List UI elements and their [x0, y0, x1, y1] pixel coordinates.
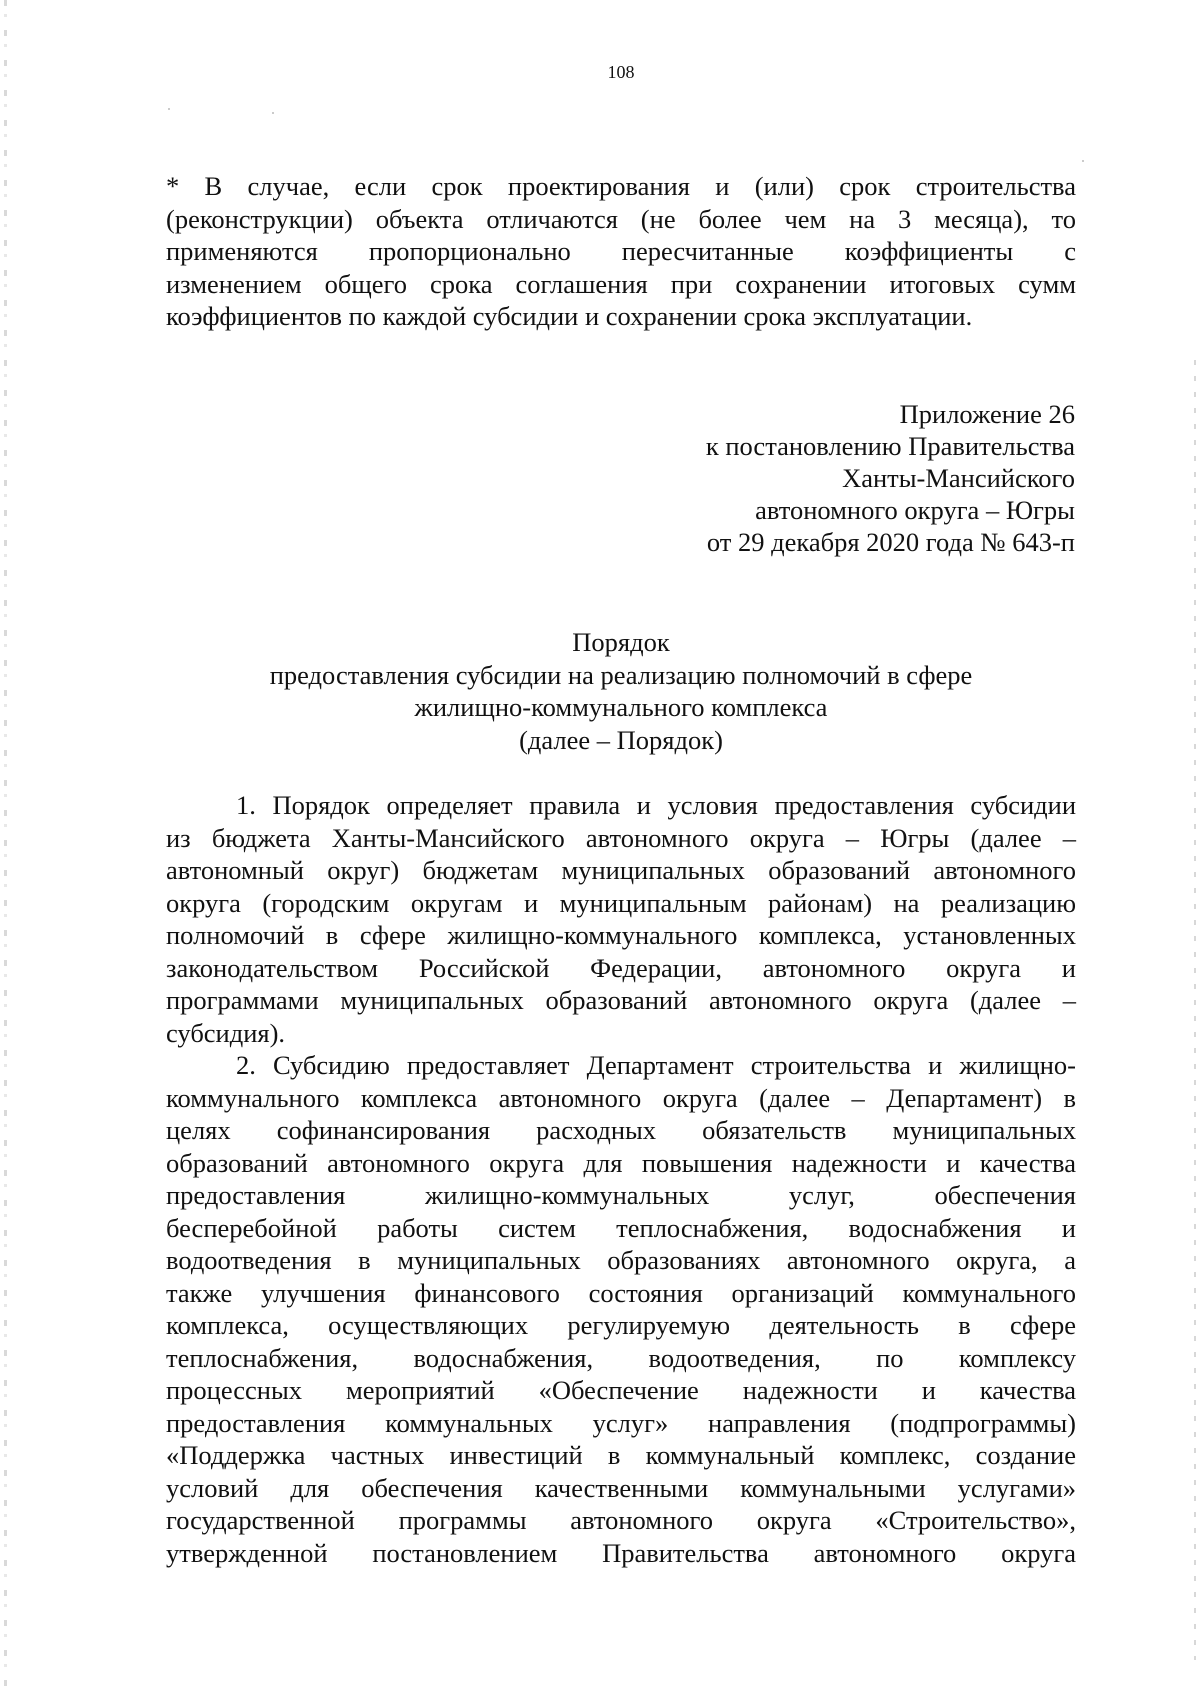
paragraph-line: комплекса, осуществляющих регулируемую деятельность в сфере — [166, 1310, 1076, 1340]
paragraph-line: предоставления жилищно-коммунальных услуг, обеспечения — [166, 1180, 1076, 1210]
footnote-line: коэффициентов по каждой субсидии и сохранении срока эксплуатации. — [166, 301, 973, 331]
paragraph-line: «Поддержка частных инвестиций в коммунальный комплекс, создание — [166, 1440, 1076, 1470]
footnote-line: * В случае, если срок проектирования и (или) срок строительства — [166, 171, 1076, 201]
paragraph-line: предоставления коммунальных услуг» направления (подпрограммы) — [166, 1407, 1076, 1438]
page-number: 108 — [607, 62, 635, 82]
footnote-line: изменением общего срока соглашения при сохранении итоговых сумм — [166, 268, 1076, 299]
paragraph-line: государственной программы автономного округа «Строительство», — [166, 1505, 1076, 1535]
scan-edge-right — [1194, 360, 1196, 1660]
paragraph-2 — [166, 1049, 1076, 1569]
paragraph-line: утвержденной постановлением Правительства автономного округа — [166, 1537, 1076, 1568]
title-line: (далее – Порядок) — [519, 724, 723, 755]
appendix-line: от 29 декабря 2020 года № 643-п — [706, 527, 1075, 557]
paragraph-line: из бюджета Ханты-Мансийского автономного округа – Югры (далее – — [166, 822, 1076, 853]
body-text — [166, 789, 1076, 1569]
paragraph-line: теплоснабжения, водоснабжения, водоотведения, по комплексу — [166, 1342, 1076, 1373]
paragraph-line: 1. Порядок определяет правила и условия предоставления субсидии — [236, 790, 1076, 820]
paragraph-line: водоотведения в муниципальных образованиях автономного округа, а — [166, 1245, 1076, 1275]
scan-speck — [168, 108, 170, 110]
scan-speck — [272, 112, 274, 114]
footnote-line: применяются пропорционально пересчитанные коэффициенты с — [166, 236, 1076, 266]
scan-speck — [1082, 160, 1084, 162]
paragraph-line: автономный округ) бюджетам муниципальных образований автономного — [166, 855, 1076, 885]
paragraph-1 — [166, 789, 1076, 1049]
paragraph-line: округа (городским округам и муниципальным районам) на реализацию — [166, 887, 1076, 918]
paragraph-line: 2. Субсидию предоставляет Департамент строительства и жилищно- — [236, 1050, 1076, 1080]
paragraph-line: субсидия). — [166, 1017, 286, 1048]
footnote — [166, 170, 1076, 333]
paragraph-line: образований автономного округа для повышения надежности и качества — [166, 1147, 1076, 1178]
paragraph-line: также улучшения финансового состояния организаций коммунального — [166, 1277, 1076, 1308]
appendix-line: Ханты-Мансийского — [842, 463, 1075, 493]
title-line: жилищно-коммунального комплекса — [414, 692, 828, 722]
appendix-line: автономного округа – Югры — [755, 495, 1075, 525]
paragraph-line: бесперебойной работы систем теплоснабжения, водоснабжения и — [166, 1212, 1076, 1243]
paragraph-line: условий для обеспечения качественными коммунальными услугами» — [166, 1472, 1076, 1503]
footnote-line: (реконструкции) объекта отличаются (не более чем на 3 месяца), то — [166, 203, 1076, 234]
paragraph-line: процессных мероприятий «Обеспечение надежности и качества — [166, 1375, 1076, 1405]
title-line: Порядок — [572, 627, 670, 657]
paragraph-line: программами муниципальных образований автономного округа (далее – — [166, 985, 1076, 1015]
paragraph-line: полномочий в сфере жилищно-коммунального комплекса, установленных — [166, 920, 1076, 950]
appendix-header — [706, 398, 1075, 558]
scan-edge-left — [4, 0, 7, 1686]
paragraph-line: коммунального комплекса автономного округа (далее – Департамент) в — [166, 1082, 1076, 1113]
appendix-line: к постановлению Правительства — [705, 431, 1075, 461]
paragraph-line: целях софинансирования расходных обязательств муниципальных — [166, 1115, 1076, 1145]
title-line: предоставления субсидии на реализацию полномочий в сфере — [269, 659, 973, 690]
paragraph-line: законодательством Российской Федерации, автономного округа и — [166, 952, 1076, 983]
document-title — [166, 626, 1076, 756]
appendix-line: Приложение 26 — [899, 399, 1075, 429]
